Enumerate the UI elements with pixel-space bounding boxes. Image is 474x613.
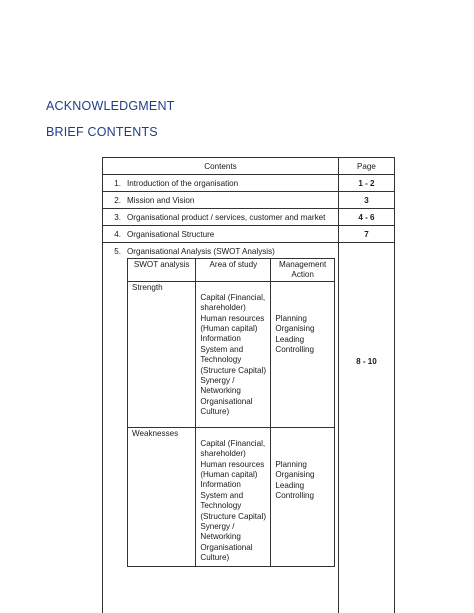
area-of-study-list: Capital (Financial, shareholder) Human resources (Human capital) Information System and Technology (Structure Capital) Synergy / Networking Organisational Culture) [196,281,271,427]
management-action-header: Management Action [271,259,335,282]
area-of-study-header: Area of study [196,259,271,282]
item-title: Organisational Structure [127,230,215,239]
item-number: 5. [114,247,121,256]
item-title: Organisational Analysis (SWOT Analysis) [127,247,275,256]
contents-row [103,209,395,226]
item-page: 1 - 2 [338,175,394,192]
acknowledgment-heading: ACKNOWLEDGMENT [46,99,175,113]
area-of-study-list: Capital (Financial, shareholder) Human resources (Human capital) Information System and Technology (Structure Capital) Synergy / Networking Organisational Culture) [196,427,271,566]
swot-analysis-header: SWOT analysis [128,259,196,282]
swot-label: Weaknesses [128,427,196,566]
item-title: Organisational product / services, customer and market [127,213,326,222]
contents-table [102,157,395,613]
item-title: Mission and Vision [127,196,195,205]
item-number: 1. [114,179,121,188]
management-action-list: Planning Organising Leading Controlling [271,427,335,566]
brief-contents-heading: BRIEF CONTENTS [46,125,158,139]
management-action-list: Planning Organising Leading Controlling [271,281,335,427]
item-page: 8 - 10 [338,243,394,613]
item-number: 2. [114,196,121,205]
item-page: 7 [338,226,394,243]
contents-row [103,192,395,209]
item-page: 4 - 6 [338,209,394,226]
contents-row [103,175,395,192]
page-header: Page [338,158,394,175]
contents-header-row [103,158,395,175]
swot-weaknesses-row [128,427,335,566]
swot-label: Strength [128,281,196,427]
item-page: 3 [338,192,394,209]
contents-header: Contents [103,158,339,175]
swot-subtable [127,258,335,567]
item-number: 3. [114,213,121,222]
contents-row-swot [103,243,395,613]
swot-strength-row [128,281,335,427]
item-number: 4. [114,230,121,239]
contents-row [103,226,395,243]
item-title: Introduction of the organisation [127,179,239,188]
